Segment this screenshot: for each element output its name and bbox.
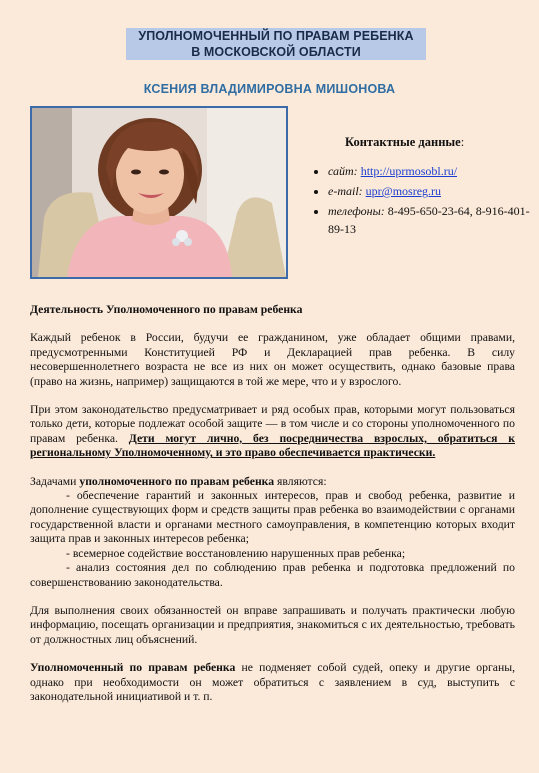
tasks-intro-start: Задачами	[30, 474, 80, 488]
paragraph-2	[30, 403, 515, 461]
paragraph-4-text: не подменяет собой судей, опеку и другие органы, однако при необходимости он может обратиться с заявлением в суд, выступить с законодательной инициативой и т. п.	[30, 661, 515, 703]
contact-site	[328, 162, 539, 180]
tasks-intro-bold: уполномоченного по правам ребенка	[79, 474, 275, 488]
contact-email	[328, 182, 539, 200]
contacts-title	[345, 135, 464, 150]
portrait-illustration	[32, 108, 286, 277]
document-header	[126, 28, 426, 60]
tasks-intro	[30, 475, 515, 489]
paragraph-2-emphasis: Дети могут лично, без посредничества взрослых, обратиться к региональному Уполномоченному, и это право обеспечивается практически.	[30, 431, 515, 460]
paragraph-2-text: При этом законодательство предусматривает и ряд особых прав, которыми могут пользоваться только дети, которые подлежат особой защите — в том числе и со стороны уполномоченного по правам ребенка.	[30, 403, 515, 445]
phone-label: телефоны:	[328, 204, 385, 218]
section-title: Деятельность Уполномоченного по правам ребенка	[30, 303, 303, 316]
ombudsman-name: КСЕНИЯ ВЛАДИМИРОВНА МИШОНОВА	[143, 82, 396, 96]
phone-value: 8-495-650-23-64, 8-916-401-89-13	[328, 204, 530, 236]
portrait-photo	[30, 106, 288, 279]
task-1: - обеспечение гарантий и законных интересов, прав и свобод ребенка, развитие и дополнение существующих форм и средств защиты прав ребенка во взаимодействии с органами государственной власти и органами местного самоуправления, в компетенцию которых входит защита прав и законных интересов ребенка;	[30, 489, 515, 546]
site-link[interactable]: http://uprmosobl.ru/	[360, 164, 458, 178]
header-line-1: УПОЛНОМОЧЕННЫЙ ПО ПРАВАМ РЕБЕНКА	[138, 29, 414, 43]
site-label: сайт:	[328, 164, 358, 178]
paragraph-1: Каждый ребенок в России, будучи ее гражданином, уже обладает общими правами, предусмотренными Конституцией РФ и Декларацией прав ребенка. В силу несовершеннолетнего возраста не все из них он может осуществить, однако базовые права (право на жизнь, например) защищаются в той же мере, что и у взрослого.	[30, 331, 515, 388]
paragraph-3: Для выполнения своих обязанностей он вправе запрашивать и получать практически любую информацию, посещать организации и предприятия, знакомиться с их деятельностью, требовать от должностных лиц объяснений.	[30, 603, 515, 646]
email-label: e-mail:	[328, 184, 363, 198]
contacts-title-text: Контактные данные	[345, 135, 461, 149]
paragraph-4-bold: Уполномоченный по правам ребенка	[30, 661, 236, 675]
task-3: - анализ состояния дел по соблюдению прав ребенка и подготовка предложений по совершенствованию законодательства.	[30, 561, 515, 589]
task-2: - всемерное содействие восстановлению нарушенных прав ребенка;	[66, 546, 406, 560]
document-body	[30, 303, 515, 704]
contacts-title-colon: :	[460, 135, 465, 149]
paragraph-4	[30, 661, 515, 704]
email-link[interactable]: upr@mosreg.ru	[365, 184, 442, 198]
contacts-list	[310, 162, 539, 240]
tasks-intro-end: являются:	[274, 474, 327, 488]
header-line-2: В МОСКОВСКОЙ ОБЛАСТИ	[188, 44, 364, 60]
contact-phones	[328, 202, 539, 238]
